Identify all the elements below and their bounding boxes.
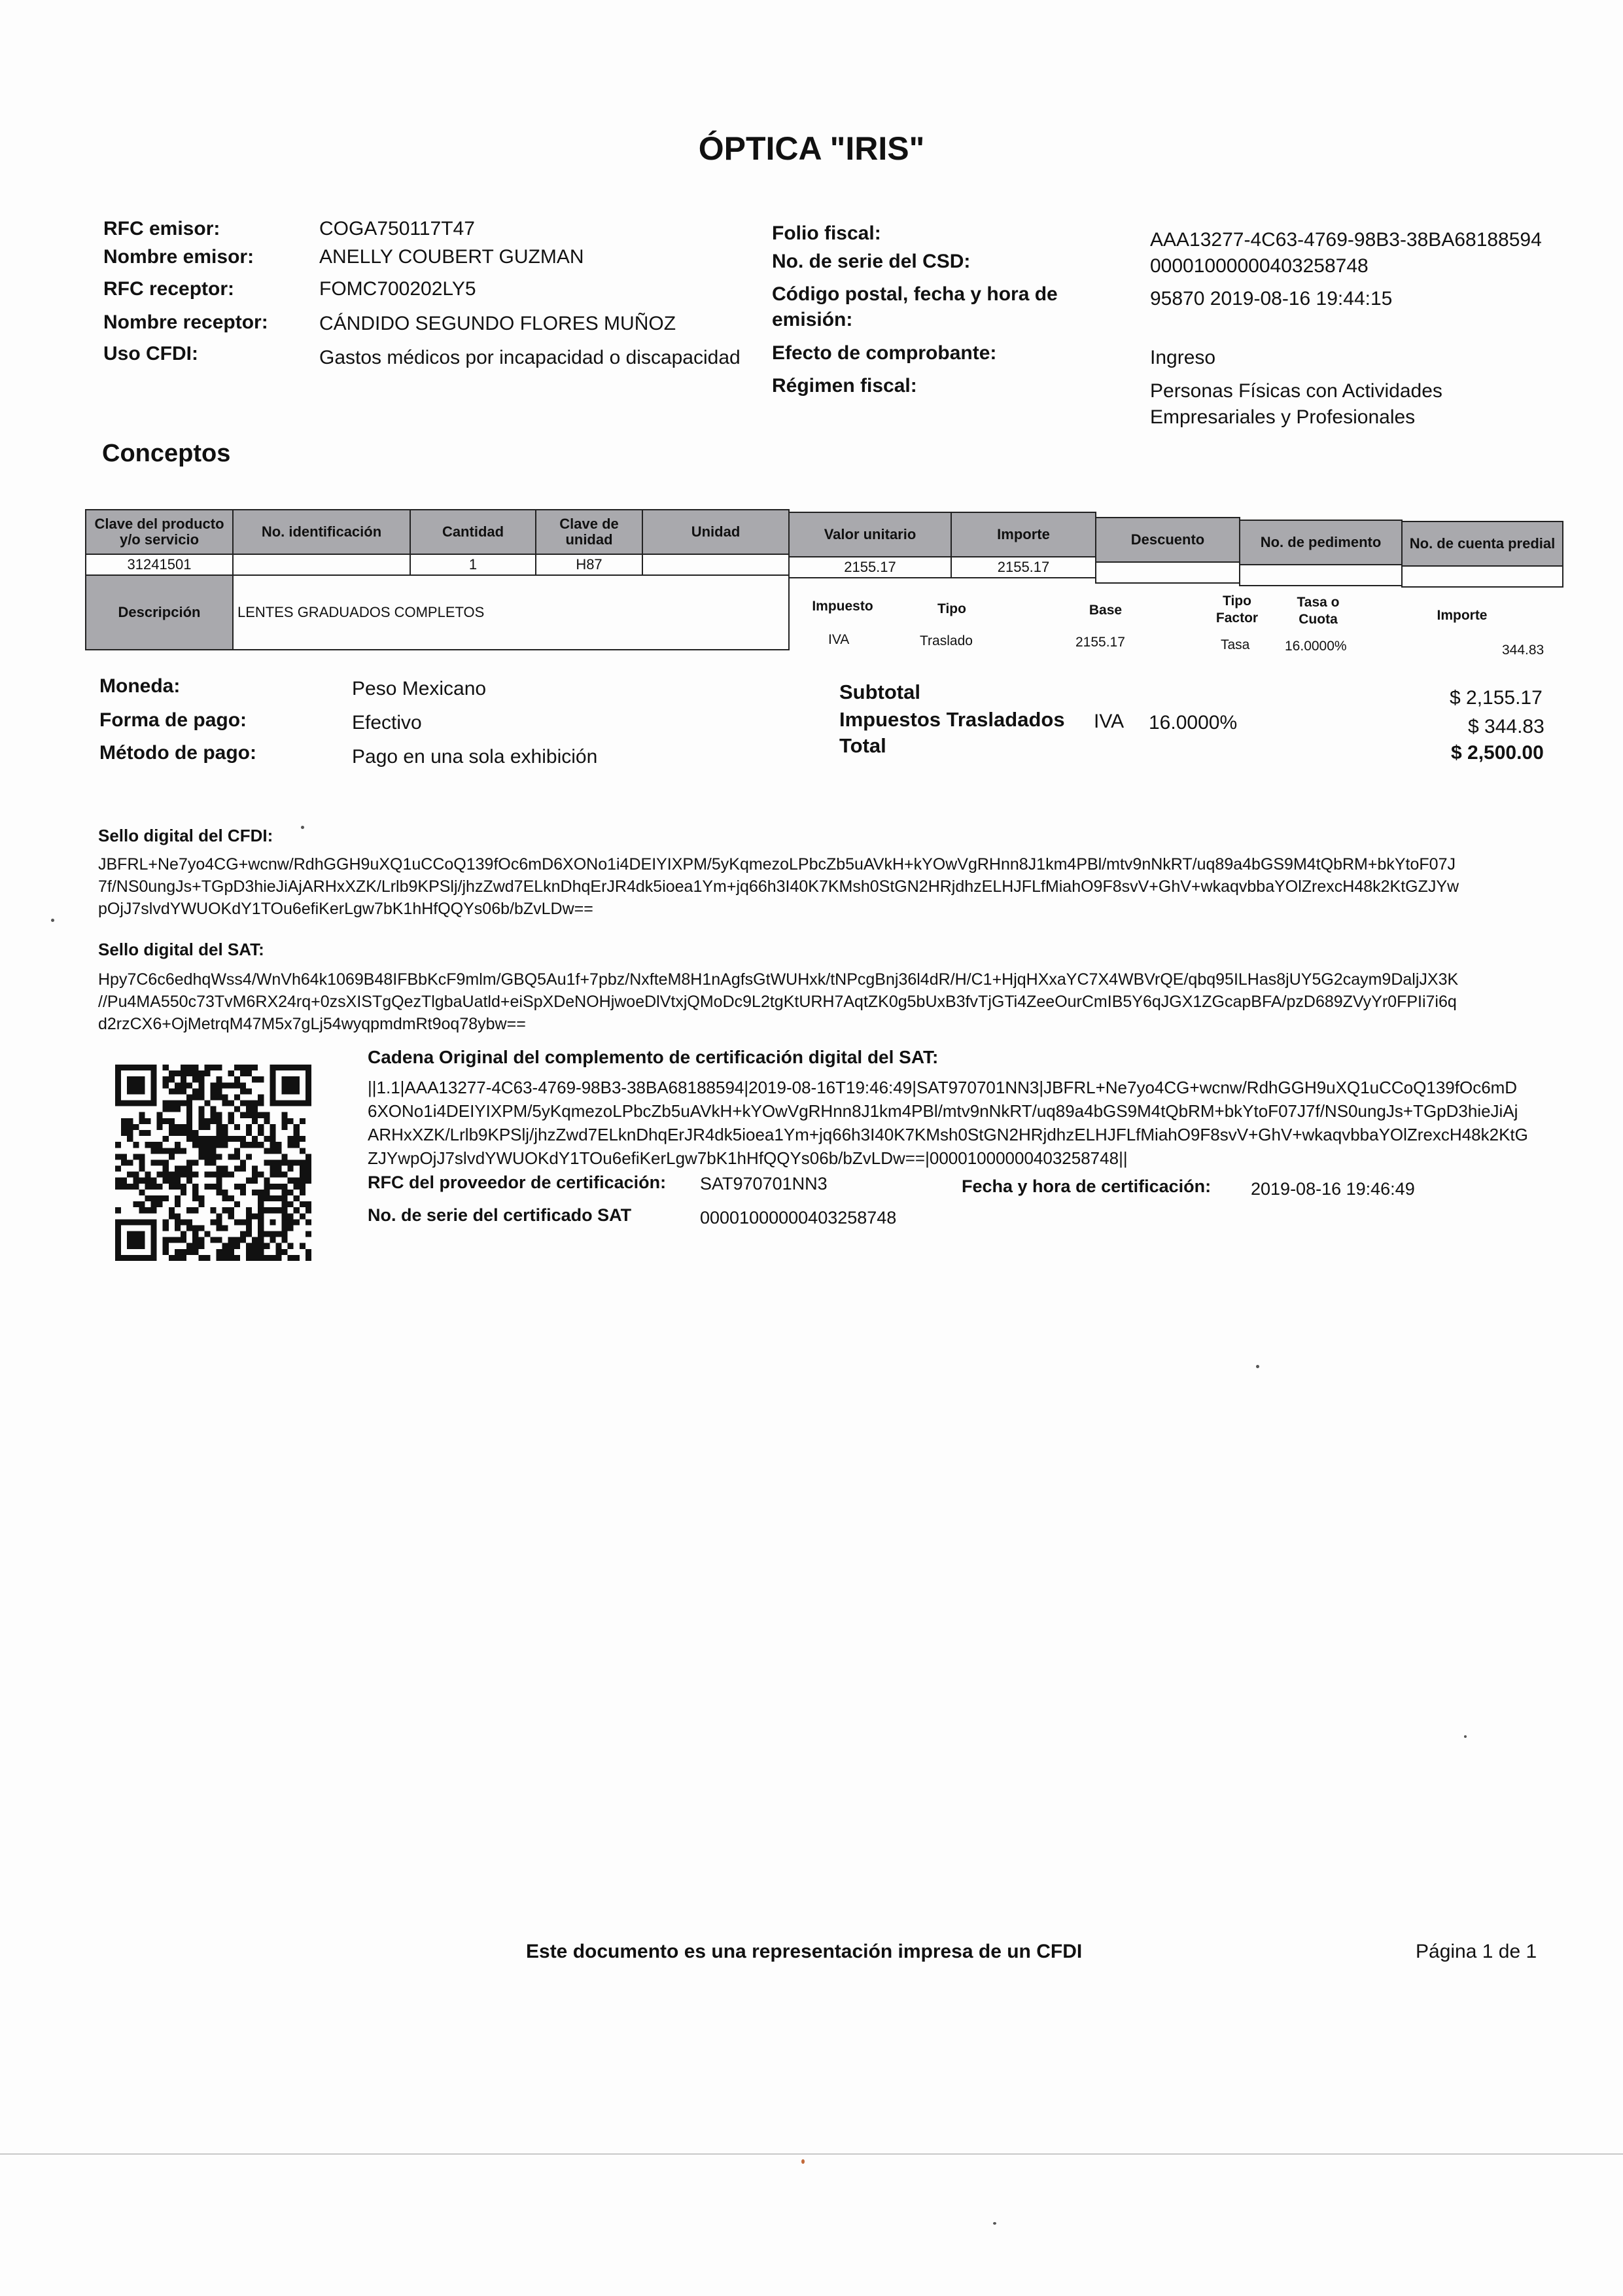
- nombre-emisor-value: ANELLY COUBERT GUZMAN: [319, 246, 584, 268]
- imp-header-impuesto: Impuesto: [812, 599, 873, 614]
- sello-sat-line: Hpy7C6c6edhqWss4/WnVh64k1069B48IFBbKcF9mlm/GBQ5Au1f+7pbz/NxfteM8H1nAgfsGtWUHxk/tNPcgBnj36l4dR/H/C1+HjqHXxaYC7X4WBVrQE/qbq95ILHas8jUY5G2caym9DaljJX3K: [98, 970, 1459, 989]
- sello-sat-line: d2rzCX6+OjMetrqM47M5x7gLj54wyqpmdmRt9oq78ybw==: [98, 1015, 526, 1033]
- uso-cfdi-value: Gastos médicos por incapacidad o discapacidad: [319, 347, 741, 368]
- sello-sat-line: //Pu4MA550c73TvM6RX24rq+0zsXISTgQezTlgbaUatld+eiSpXDeNOHjwoeDlVtxjQMoDc9L2tgKtURH7AqtZK0g5bUxB3fvTjGTi4ZeeOurCmIB5Y6qJGX1ZGcapBFA/pzD689ZVyYr0FPIi7i6q: [98, 993, 1457, 1011]
- qr-code: [115, 1065, 311, 1261]
- cadena-line: ARHxXZK/Lrlb9KPSlj/jhzZwd7ELknDhqErJR4dk5ioea1Ym+jq66h3I40K7KMsh0StGN2HRjdhzELHJFLfMiahO9F8svV+GhV+wkaqvbbaYOlZrexcH48k2KtG: [368, 1125, 1528, 1144]
- scan-speck: [993, 2222, 996, 2225]
- total-label: Total: [839, 734, 886, 757]
- cell-no-ident: [232, 554, 411, 576]
- total-value: $ 2,500.00: [1451, 742, 1544, 764]
- forma-pago-value: Efectivo: [352, 712, 422, 733]
- col-header-clave-line2: y/o servicio: [119, 531, 200, 548]
- folio-fiscal-value: AAA13277-4C63-4769-98B3-38BA68188594: [1150, 229, 1542, 251]
- scan-speck: [801, 2159, 805, 2164]
- regimen-label: Régimen fiscal:: [772, 375, 917, 397]
- conceptos-heading: Conceptos: [102, 440, 231, 467]
- moneda-label: Moneda:: [99, 675, 181, 697]
- nombre-receptor-value: CÁNDIDO SEGUNDO FLORES MUÑOZ: [319, 313, 676, 334]
- scan-speck: [301, 826, 304, 829]
- cell-pedimento: [1239, 564, 1403, 586]
- forma-pago-label: Forma de pago:: [99, 709, 247, 731]
- cadena-original: [368, 1076, 1571, 1170]
- imp-header-tipo-factor: [1201, 593, 1273, 627]
- cell-descuento: [1095, 561, 1240, 584]
- sello-cfdi-line: 7f/NS0ungJs+TGpD3hieJiAjARHxXZK/Lrlb9KPSlj/jhzZwd7ELknDhqErJR4dk5ioea1Ym+jq66h3I40K7KMsh0StGN2HRjdhzELHJFLfMiahO9F8svV+GhV+wkaqvbbaYOlZrexcH48k2KtGZJYw: [98, 877, 1459, 896]
- fecha-cert-label: Fecha y hora de certificación:: [962, 1176, 1212, 1196]
- imp-header-tipo: Tipo: [937, 601, 966, 616]
- efecto-label: Efecto de comprobante:: [772, 342, 997, 364]
- imp-header-tipo-factor-line2: Factor: [1215, 610, 1259, 626]
- sello-cfdi-label: Sello digital del CFDI:: [98, 826, 273, 845]
- uso-cfdi-label: Uso CFDI:: [103, 343, 198, 364]
- cell-unidad: [642, 554, 790, 576]
- cp-fecha-label-line1: Código postal, fecha y hora de: [772, 283, 1058, 305]
- cell-clave-unidad: H87: [535, 554, 643, 576]
- imp-importe: 344.83: [1502, 643, 1544, 658]
- page-number: Página 1 de 1: [1416, 1941, 1537, 1962]
- imp-base: 2155.17: [1075, 635, 1125, 650]
- col-header-unidad: Unidad: [642, 509, 790, 555]
- col-header-descuento: Descuento: [1095, 517, 1240, 563]
- subtotal-label: Subtotal: [839, 680, 920, 703]
- proveedor-label: RFC del proveedor de certificación:: [368, 1173, 667, 1192]
- impuestos-trasladados-label: Impuestos Trasladados: [839, 708, 1065, 731]
- imp-header-tasa-line1: Tasa o: [1297, 595, 1340, 610]
- iva-label: IVA: [1094, 711, 1125, 732]
- scan-speck: [1256, 1365, 1259, 1368]
- col-header-pedimento: No. de pedimento: [1239, 520, 1403, 565]
- company-title: ÓPTICA "IRIS": [698, 130, 925, 167]
- folio-fiscal-label: Folio fiscal:: [772, 222, 881, 244]
- sello-cfdi-line: JBFRL+Ne7yo4CG+wcnw/RdhGGH9uXQ1uCCoQ139fOc6mD6XONo1i4DEIYIXPM/5yKqmezoLPbcZb5uAVkH+kYOwVgRHnn8J1km4PBl/mtv9nNkRT/uq89a4bGS9M4tQbRM+bkYtoF07J: [98, 855, 1456, 874]
- imp-impuesto: IVA: [828, 632, 850, 647]
- serie-csd-value: 00001000000403258748: [1150, 255, 1369, 277]
- imp-header-base: Base: [1089, 603, 1123, 618]
- efecto-value: Ingreso: [1150, 347, 1216, 368]
- nombre-receptor-label: Nombre receptor:: [103, 311, 268, 333]
- cp-fecha-value: 95870 2019-08-16 19:44:15: [1150, 288, 1393, 309]
- scan-speck: [1464, 1735, 1467, 1738]
- rfc-receptor-value: FOMC700202LY5: [319, 278, 476, 300]
- imp-header-tasa-line2: Cuota: [1299, 612, 1338, 627]
- sello-cfdi-line: pOjJ7slvdYWUOKdY1TOu6efiKerLgw7bK1hHfQQYs06b/bZvLDw==: [98, 900, 593, 918]
- imp-header-tasa: [1282, 594, 1354, 629]
- col-header-cantidad: Cantidad: [410, 509, 536, 555]
- nombre-emisor-label: Nombre emisor:: [103, 246, 254, 268]
- serie-sat-label: No. de serie del certificado SAT: [368, 1205, 632, 1225]
- subtotal-value: $ 2,155.17: [1450, 687, 1543, 709]
- regimen-value-line1: Personas Físicas con Actividades: [1150, 380, 1442, 402]
- fecha-cert-value: 2019-08-16 19:46:49: [1251, 1179, 1415, 1199]
- rfc-receptor-label: RFC receptor:: [103, 278, 235, 300]
- cadena-line: 6XONo1i4DEIYIXPM/5yKqmezoLPbcZb5uAVkH+kYOwVgRHnn8J1km4PBl/mtv9nNkRT/uq89a4bGS9M4tQbRM+bkYtoF07J7f/NS0ungJs+TGpD3hieJiAj: [368, 1101, 1518, 1121]
- col-header-clave-unidad-line2: unidad: [565, 531, 613, 548]
- metodo-pago-label: Método de pago:: [99, 742, 256, 764]
- metodo-pago-value: Pago en una sola exhibición: [352, 746, 598, 768]
- cadena-label: Cadena Original del complemento de certificación digital del SAT:: [368, 1047, 939, 1067]
- col-header-clave: [85, 509, 234, 555]
- serie-csd-label: No. de serie del CSD:: [772, 251, 971, 272]
- imp-tipo: Traslado: [920, 633, 973, 648]
- proveedor-value: SAT970701NN3: [700, 1174, 828, 1193]
- col-header-importe: Importe: [951, 512, 1096, 557]
- cell-importe: 2155.17: [951, 556, 1096, 578]
- imp-header-importe: Importe: [1437, 608, 1488, 623]
- descripcion-label: Descripción: [85, 574, 234, 650]
- sello-sat-label: Sello digital del SAT:: [98, 940, 264, 959]
- col-header-cuenta-predial: No. de cuenta predial: [1401, 521, 1563, 567]
- iva-rate: 16.0000%: [1149, 712, 1238, 733]
- rfc-emisor-label: RFC emisor:: [103, 218, 220, 239]
- cell-valor-unitario: 2155.17: [788, 556, 952, 578]
- footer-text: Este documento es una representación impresa de un CFDI: [526, 1941, 1083, 1962]
- imp-tipo-factor: Tasa: [1221, 637, 1250, 652]
- moneda-value: Peso Mexicano: [352, 678, 487, 699]
- regimen-value-line2: Empresariales y Profesionales: [1150, 406, 1416, 428]
- serie-sat-value: 00001000000403258748: [700, 1208, 897, 1227]
- sello-cfdi: [98, 853, 1570, 920]
- cell-clave: 31241501: [85, 554, 234, 576]
- scan-edge-line: [0, 2153, 1623, 2155]
- imp-tasa: 16.0000%: [1285, 639, 1347, 654]
- descripcion-value: LENTES GRADUADOS COMPLETOS: [232, 574, 790, 650]
- col-header-clave-unidad: [535, 509, 643, 555]
- cadena-line: ZJYwpOjJ7slvdYWUOKdY1TOu6efiKerLgw7bK1hHfQQYs06b/bZvLDw==|00001000000403258748||: [368, 1148, 1128, 1168]
- cell-cuenta-predial: [1401, 565, 1563, 588]
- col-header-no-ident: No. identificación: [232, 509, 411, 555]
- cell-cantidad: 1: [410, 554, 536, 576]
- cp-fecha-label-line2: emisión:: [772, 309, 853, 330]
- sello-sat: [98, 968, 1570, 1035]
- impuestos-value: $ 344.83: [1468, 716, 1544, 737]
- scan-speck: [51, 919, 54, 922]
- col-header-valor-unitario: Valor unitario: [788, 512, 952, 557]
- col-header-clave-line1: Clave del producto: [94, 515, 224, 532]
- cadena-line: ||1.1|AAA13277-4C63-4769-98B3-38BA68188594|2019-08-16T19:46:49|SAT970701NN3|JBFRL+Ne7yo4CG+wcnw/RdhGGH9uXQ1uCCoQ139fOc6mD: [368, 1078, 1518, 1097]
- col-header-clave-unidad-line1: Clave de: [559, 515, 619, 532]
- imp-header-tipo-factor-line1: Tipo: [1223, 593, 1251, 609]
- rfc-emisor-value: COGA750117T47: [319, 218, 475, 239]
